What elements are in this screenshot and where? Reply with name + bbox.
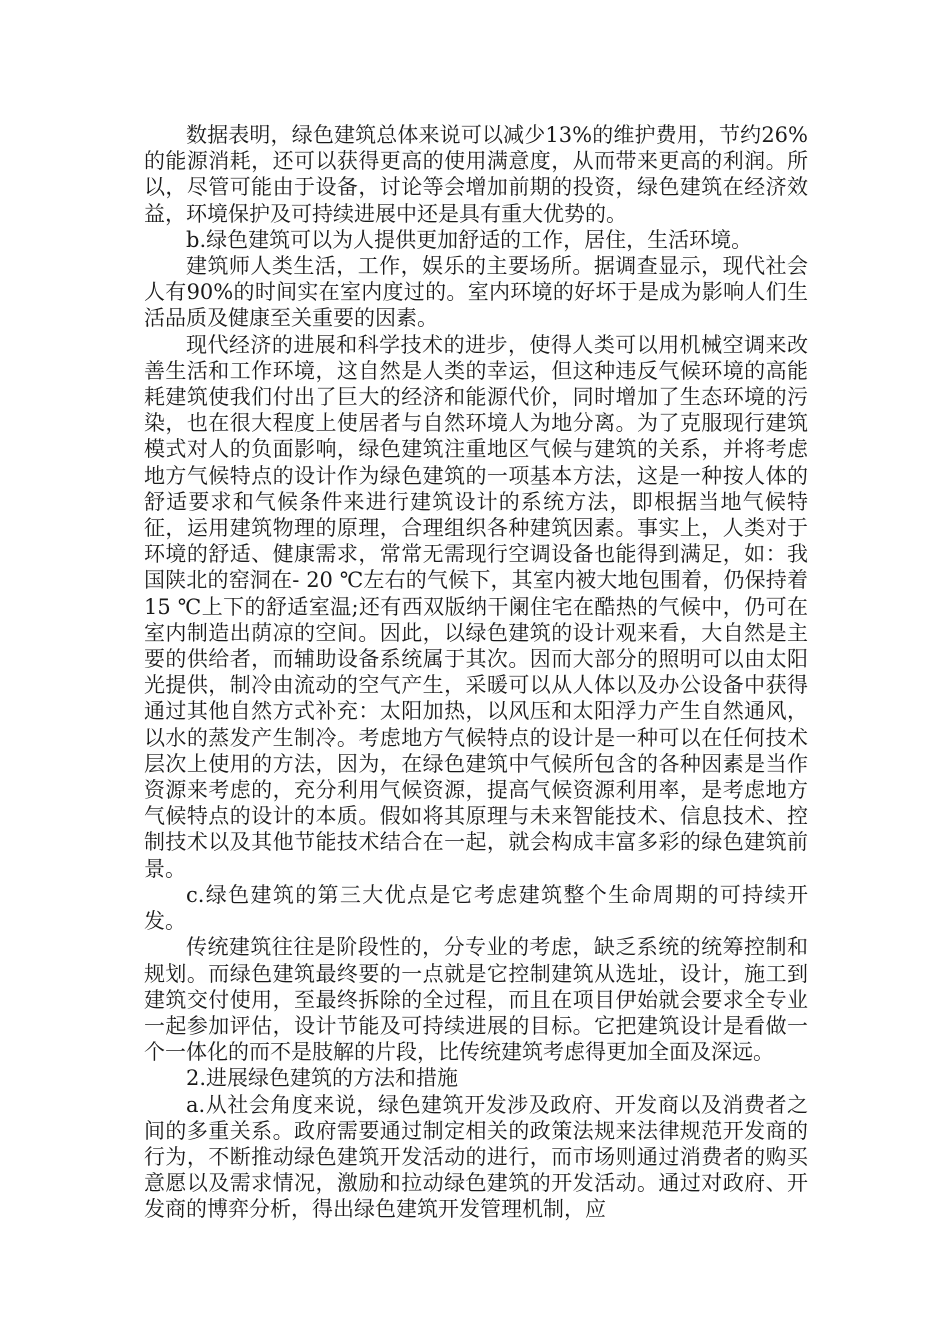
paragraph-climate-design: 现代经济的进展和科学技术的进步，使得人类可以用机械空调来改善生活和工作环境，这自然是人类的幸运，但这种违反气候环境的高能耗建筑使我们付出了巨大的经济和能源代价，同时增加了生态环境的污染，也在很大程度上使居者与自然环境人为地分离。为了克服现行建筑模式对人的负面影响，绿色建筑注重地区气候与建筑的关系，并将考虑地方气候特点的设计作为绿色建筑的一项基本方法，这是一种按人体的舒适要求和气候条件来进行建筑设计的系统方法，即根据当地气候特征，运用建筑物理的原理，合理组织各种建筑因素。事实上，人类对于环境的舒适、健康需求，常常无需现行空调设备也能得到满足，如：我国陕北的窑洞在- 20 ℃左右的气候下，其室内被大地包围着，仍保持着15 ℃上下的舒适室温;还有西双版纳干阑住宅在酷热的气候中，仍可在室内制造出荫凉的空间。因此，以绿色建筑的设计观来看，大自然是主要的供给者，而辅助设备系统属于其次。因而大部分的照明可以由太阳光提供，制冷由流动的空气产生，采暖可以从人体以及办公设备中获得 通过其他自然方式补充：太阳加热，以风压和太阳浮力产生自然通风，以水的蒸发产生制冷。考虑地方气候特点的设计是一种可以在任何技术层次上使用的方法，因为，在绿色建筑中气候所包含的各种因素是当作资源来考虑的，充分利用气候资源，提高气候资源利用率，是考虑地方气候特点的设计的本质。假如将其原理与未来智能技术、信息技术、控制技术以及其他节能技术结合在一起，就会构成丰富多彩的绿色建筑前景。	[144, 332, 808, 881]
paragraph-heading-comfort: b.绿色建筑可以为人提供更加舒适的工作，居住，生活环境。	[186, 227, 753, 252]
paragraph-heading-lifecycle: c.绿色建筑的第三大优点是它考虑建筑整个生命周期的可持续开发。	[144, 882, 808, 934]
paragraph-cost-benefits: 数据表明，绿色建筑总体来说可以减少13%的维护费用，节约26%的能源消耗，还可以获得更高的使用满意度，从而带来更高的利润。所以，尽管可能由于设备，讨论等会增加前期的投资，绿色建筑在经济效益，环境保护及可持续进展中还是具有重大优势的。	[144, 123, 808, 226]
paragraph-social-perspective: a.从社会角度来说，绿色建筑开发涉及政府、开发商以及消费者之间的多重关系。政府需要通过制定相关的政策法规来法律规范开发商的行为，不断推动绿色建筑开发活动的进行，而市场则通过消费者的购买意愿以及需求情况，激励和拉动绿色建筑的开发活动。通过对政府、开发商的博弈分析，得出绿色建筑开发管理机制，应	[144, 1092, 808, 1222]
paragraph-lifecycle-control: 传统建筑往往是阶段性的，分专业的考虑，缺乏系统的统筹控制和规划。而绿色建筑最终要的一点就是它控制建筑从选址，设计，施工到建筑交付使用，至最终拆除的全过程，而且在项目伊始就会要求全专业一起参加评估，设计节能及可持续进展的目标。它把建筑设计是看做一个一体化的而不是肢解的片段，比传统建筑考虑得更加全面及深远。	[144, 935, 808, 1065]
paragraph-indoor-environment: 建筑师人类生活，工作，娱乐的主要场所。据调查显示，现代社会人有90%的时间实在室内度过的。室内环境的好坏于是成为影响人们生活品质及健康至关重要的因素。	[144, 254, 808, 331]
document-body	[144, 122, 808, 1223]
section-heading-methods: 2.进展绿色建筑的方法和措施	[186, 1066, 459, 1091]
